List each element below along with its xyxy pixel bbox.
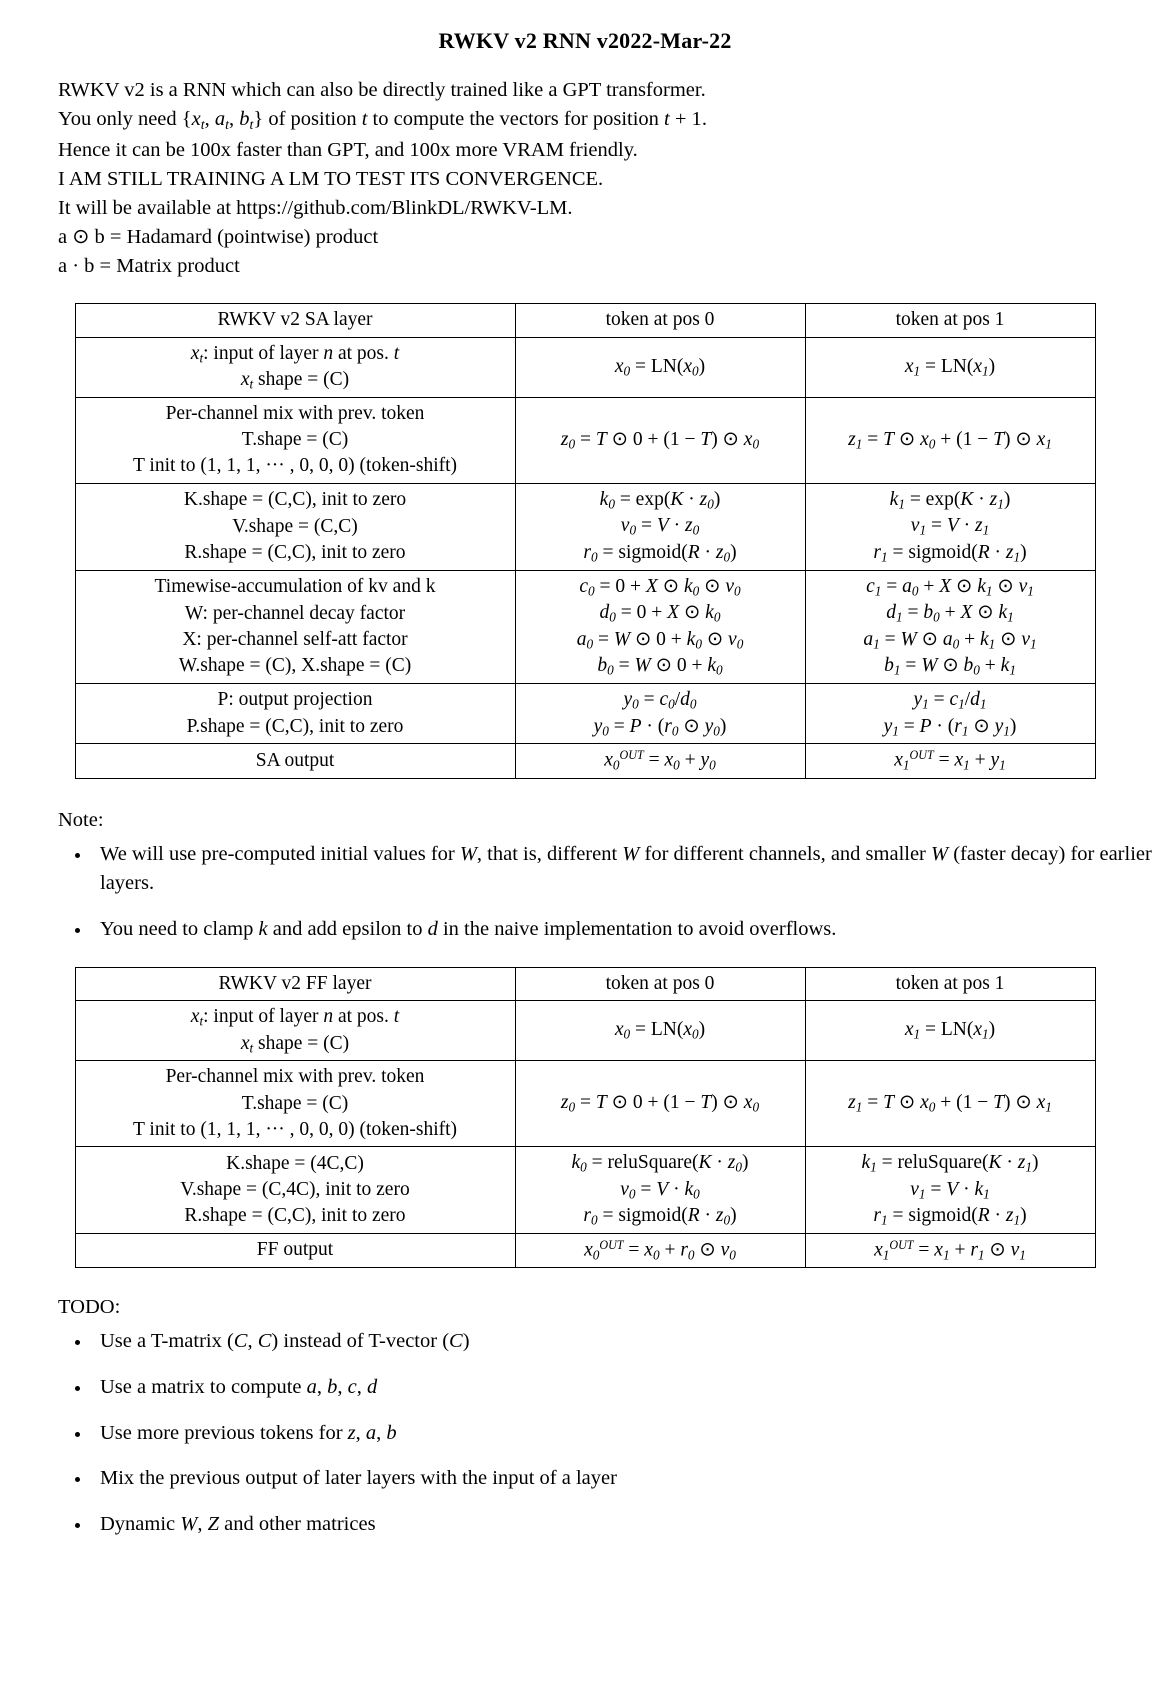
- sa-row2-pos1: $z_1 = T$ ⊙ $x_0 + (1 - T)$ ⊙ $x_1$: [805, 397, 1095, 483]
- intro-line-7: a · b = Matrix product: [58, 255, 240, 278]
- document-page: [0, 28, 1170, 1702]
- list-item: • Use more previous tokens for z, a, b: [92, 1419, 1170, 1449]
- ff-row4-pos1: $x_1^{OUT} = x_1 + r_1$ ⊙ $v_1$: [805, 1233, 1095, 1267]
- intro-line-5: It will be available at https://github.com/BlinkDL/RWKV-LM.: [58, 197, 573, 219]
- ff-header-pos0: token at pos 0: [515, 967, 805, 1000]
- sa-row5-pos1: $y_1 = c_1/d_1$ $y_1 = P \cdot (r_1$ ⊙ $y_1$): [805, 684, 1095, 744]
- page-title: RWKV v2 RNN v2022-Mar-22: [438, 28, 732, 53]
- ff-row4-desc: FF output: [75, 1233, 515, 1267]
- ff-row3-desc: K.shape = (4C,C) V.shape = (C,4C), init to zero R.shape = (C,C), init to zero: [75, 1147, 515, 1234]
- sa-row2-desc: Per-channel mix with prev. token T.shape = (C) T init to (1, 1, 1, ··· , 0, 0, 0) (token-shift): [75, 397, 515, 483]
- todo-label: TODO:: [58, 1296, 121, 1319]
- sa-row3-pos0: $k_0 = \exp(K \cdot z_0)$ $v_0 = V \cdot z_0$ $r_0$ = sigmoid(R · $z_0$): [515, 483, 805, 570]
- table-row: [75, 1147, 1095, 1234]
- sa-row2-pos0: $z_0 = T$ ⊙ 0 + (1 − T) ⊙ $x_0$: [515, 397, 805, 483]
- note-label: Note:: [58, 808, 104, 831]
- sa-row5-desc: P: output projection P.shape = (C,C), init to zero: [75, 684, 515, 744]
- sa-header-pos0: token at pos 0: [515, 304, 805, 337]
- todo-list: [0, 1327, 1170, 1540]
- ff-layer-table-wrap: [0, 967, 1170, 1269]
- sa-row6-pos1: $x_1^{OUT} = x_1 + y_1$: [805, 744, 1095, 778]
- sa-row1-pos0: $x_0 = LN(x_0)$: [515, 337, 805, 397]
- sa-row5-pos0: $y_0 = c_0/d_0$ $y_0 = P \cdot (r_0$ ⊙ $y_0$): [515, 684, 805, 744]
- sa-header-pos1: token at pos 1: [805, 304, 1095, 337]
- sa-row4-pos1: $c_1 = a_0 + X$ ⊙ $k_1$ ⊙ $v_1$ $d_1 = b_0 + X$ ⊙ $k_1$ $a_1 = W$ ⊙ $a_0 + k_1$ ⊙ $v_1$ $b_1 = W$ ⊙ $b_0 + k_1$: [805, 570, 1095, 683]
- sa-row1-pos1: $x_1 = LN(x_1)$: [805, 337, 1095, 397]
- table-row: [75, 744, 1095, 778]
- sa-layer-table: [75, 303, 1096, 778]
- table-row: [75, 684, 1095, 744]
- list-item: • Mix the previous output of later layers with the input of a layer: [92, 1464, 1170, 1494]
- sa-layer-table-wrap: [0, 303, 1170, 778]
- table-row: [75, 337, 1095, 397]
- ff-layer-table: [75, 967, 1096, 1269]
- sa-row6-desc: SA output: [75, 744, 515, 778]
- ff-row3-pos1: $k_1$ = reluSquare(K · $z_1$) $v_1 = V \cdot k_1$ $r_1$ = sigmoid(R · $z_1$): [805, 1147, 1095, 1234]
- list-item: • You need to clamp k and add epsilon to d in the naive implementation to avoid overflows.: [92, 915, 1170, 945]
- ff-row3-pos0: $k_0$ = reluSquare(K · $z_0$) $v_0 = V \cdot k_0$ $r_0$ = sigmoid(R · $z_0$): [515, 1147, 805, 1234]
- intro-line-6: a ⊙ b = Hadamard (pointwise) product: [58, 226, 379, 249]
- list-item: • We will use pre-computed initial values for W, that is, different W for different channels, and smaller W (faster decay) for earlier layers.: [92, 840, 1170, 899]
- ff-row2-pos0: $z_0 = T$ ⊙ 0 + (1 − T) ⊙ $x_0$: [515, 1061, 805, 1147]
- intro-line-2: You only need {$x_t$, $a_t$, $b_t$} of position t to compute the vectors for position t + 1.: [58, 108, 707, 133]
- sa-row4-pos0: $c_0 = 0 + X$ ⊙ $k_0$ ⊙ $v_0$ $d_0 = 0 + X$ ⊙ $k_0$ $a_0 = W$ ⊙ $0 + k_0$ ⊙ $v_0$ $b_0 = W$ ⊙ $0 + k_0$: [515, 570, 805, 683]
- note-list: [0, 840, 1170, 945]
- table-row: [75, 483, 1095, 570]
- table-row: [75, 397, 1095, 483]
- ff-row4-pos0: $x_0^{OUT} = x_0 + r_0$ ⊙ $v_0$: [515, 1233, 805, 1267]
- list-item: • Use a T-matrix (C, C) instead of T-vector (C): [92, 1327, 1170, 1357]
- intro-line-1: RWKV v2 is a RNN which can also be directly trained like a GPT transformer.: [58, 79, 706, 101]
- intro-line-4: I AM STILL TRAINING A LM TO TEST ITS CONVERGENCE.: [58, 167, 604, 190]
- sa-row1-desc: $x_t$: input of layer n at pos. t $x_t$ shape = (C): [75, 337, 515, 397]
- table-row: [75, 1001, 1095, 1061]
- table-header-row: [75, 967, 1095, 1000]
- sa-row4-desc: Timewise-accumulation of kv and k W: per-channel decay factor X: per-channel self-att factor W.shape = (C), X.shape = (C): [75, 570, 515, 683]
- ff-row1-desc: $x_t$: input of layer n at pos. t $x_t$ shape = (C): [75, 1001, 515, 1061]
- table-header-row: [75, 304, 1095, 337]
- sa-row3-desc: K.shape = (C,C), init to zero V.shape = (C,C) R.shape = (C,C), init to zero: [75, 483, 515, 570]
- intro-line-3: Hence it can be 100x faster than GPT, and 100x more VRAM friendly.: [58, 138, 638, 161]
- sa-row3-pos1: $k_1 = \exp(K \cdot z_1)$ $v_1 = V \cdot z_1$ $r_1$ = sigmoid(R · $z_1$): [805, 483, 1095, 570]
- list-item: • Dynamic W, Z and other matrices: [92, 1510, 1170, 1540]
- ff-row2-desc: Per-channel mix with prev. token T.shape = (C) T init to (1, 1, 1, ··· , 0, 0, 0) (token-shift): [75, 1061, 515, 1147]
- sa-header-desc: RWKV v2 SA layer: [75, 304, 515, 337]
- table-row: [75, 1233, 1095, 1267]
- table-row: [75, 1061, 1095, 1147]
- ff-row1-pos0: $x_0 = LN(x_0)$: [515, 1001, 805, 1061]
- sa-row6-pos0: $x_0^{OUT} = x_0 + y_0$: [515, 744, 805, 778]
- ff-row2-pos1: $z_1 = T$ ⊙ $x_0 + (1 - T)$ ⊙ $x_1$: [805, 1061, 1095, 1147]
- table-row: [75, 570, 1095, 683]
- intro-paragraph: [58, 76, 1170, 281]
- ff-header-pos1: token at pos 1: [805, 967, 1095, 1000]
- ff-row1-pos1: $x_1 = LN(x_1)$: [805, 1001, 1095, 1061]
- list-item: • Use a matrix to compute a, b, c, d: [92, 1373, 1170, 1403]
- ff-header-desc: RWKV v2 FF layer: [75, 967, 515, 1000]
